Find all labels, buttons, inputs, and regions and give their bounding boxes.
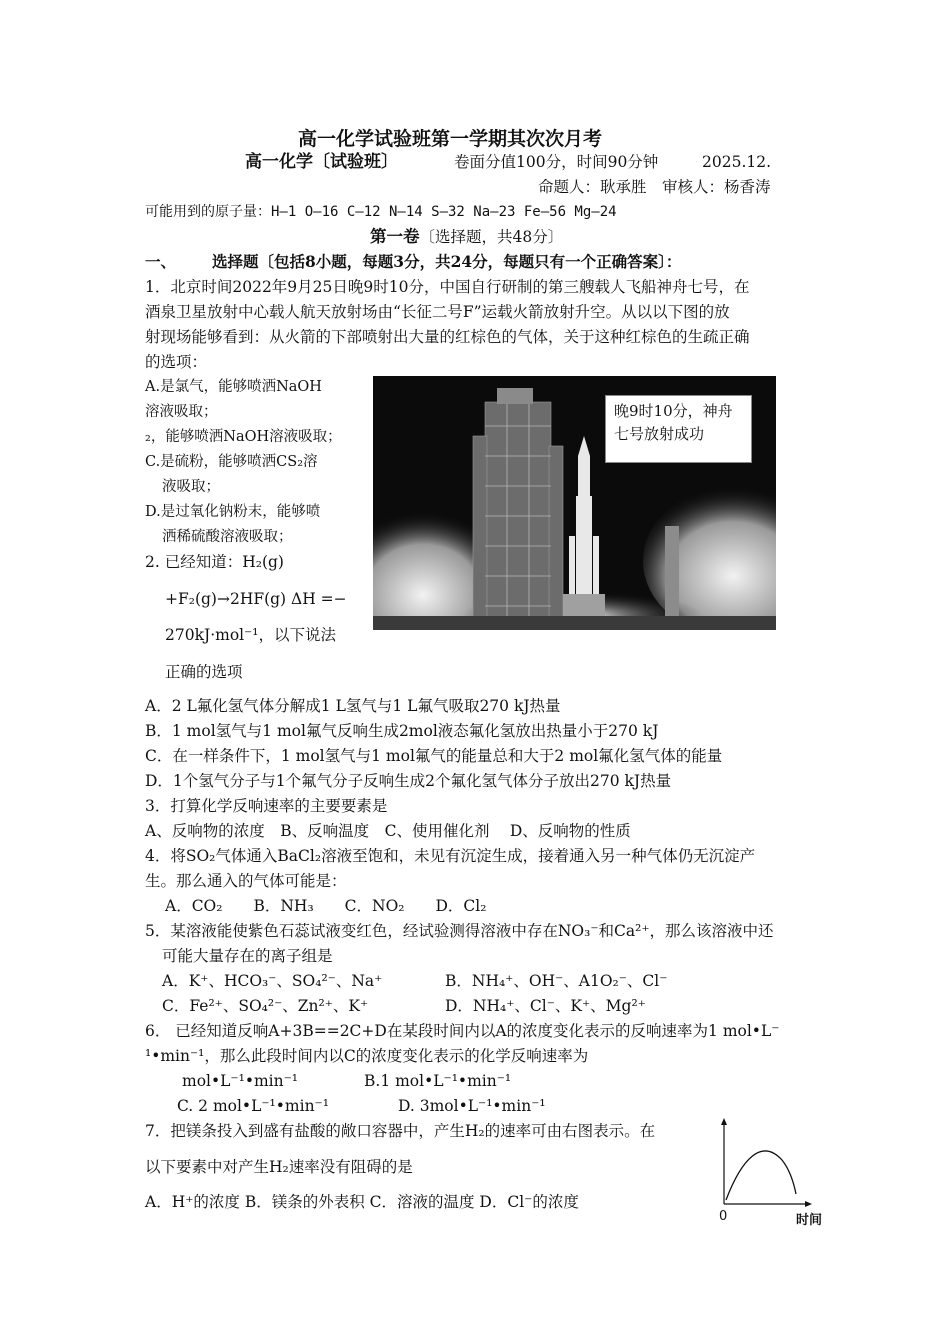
q1-option-b: ₂，能够喷洒NaOH溶液吸取； (145, 429, 342, 445)
volume-heading (370, 226, 563, 248)
volume-title: 第一卷 (370, 227, 420, 246)
graph-origin-label: 0 (719, 1209, 728, 1224)
q2-line3: 270kJ·mol⁻¹，以下说法 (165, 626, 336, 644)
part-number: 一、 (145, 252, 177, 271)
graph-x-arrow (805, 1201, 812, 1207)
q2-line2: +F₂(g)→2HF(g) ΔH =− (165, 590, 347, 608)
q1-option-c-cont: 液吸取； (162, 479, 220, 495)
q2-option-d: D．1个氢气分子与1个氟气分子反响生成2个氟化氢气体分子放出270 kJ热量 (145, 772, 672, 790)
q1-line4: 的选项： (145, 353, 208, 371)
q6-line1: 6． 已经知道反响A+3B==2C+D在某段时间内以A的浓度变化表示的反响速率为1 mol•L⁻ (145, 1022, 780, 1040)
q2-option-b: B．1 mol氢气与1 mol氟气反响生成2mol液态氟化氢放出热量小于270 kJ (145, 722, 659, 740)
photo-caption: 晚9时10分，神舟七号放射成功 (605, 395, 752, 463)
q1-option-d: D.是过氧化钠粉末，能够喷 (145, 504, 321, 520)
q7-line1: 7．把镁条投入到盛有盐酸的敞口容器中，产生H₂的速率可由右图表示。在 (145, 1122, 656, 1140)
q6-line2: ¹•min⁻¹，那么此段时间内以C的浓度变化表示的化学反响速率为 (145, 1047, 589, 1065)
q6-option-c: C. 2 mol•L⁻¹•min⁻¹ (177, 1097, 329, 1115)
q5-line2: 可能大量存在的离子组是 (162, 947, 333, 965)
atomic-mass: 可能用到的原子量：H—1 O—16 C—12 N—14 S—32 Na—23 Fe—56 Mg—24 (145, 204, 617, 220)
exam-date: 2025.12. (702, 153, 772, 171)
q2-line4: 正确的选项 (165, 663, 243, 681)
volume-note: 〔选择题，共48分〕 (419, 228, 564, 246)
q7-options: A．H⁺的浓度 B．镁条的外表积 C．溶液的温度 D．Cl⁻的浓度 (145, 1193, 579, 1211)
q1-option-d-cont: 洒稀硫酸溶液吸取； (162, 529, 293, 545)
authors: 命题人：耿承胜 审核人：杨香涛 (538, 178, 771, 196)
graph-x-label: 时间 (796, 1213, 823, 1228)
launch-photo (373, 376, 776, 630)
score-time: 卷面分值100分，时间90分钟 (454, 153, 659, 171)
rate-graph (712, 1118, 812, 1210)
q7-line2: 以下要素中对产生H₂速率没有阻碍的是 (145, 1158, 413, 1176)
graph-y-arrow (721, 1118, 727, 1125)
q3-options: A、反响物的浓度 B、反响温度 C、使用催化剂 D、反响物的性质 (145, 822, 631, 840)
q4-line2: 生。那么通入的气体可能是： (145, 872, 347, 890)
q5-option-c: C．Fe²⁺、SO₄²⁻、Zn²⁺、K⁺ (162, 997, 369, 1015)
q2-option-c: C．在一样条件下，1 mol氢气与1 mol氟气的能量总和大于2 mol氟化氢气体的能量 (145, 747, 723, 765)
q2-option-a: A．2 L氟化氢气体分解成1 L氢气与1 L氟气吸取270 kJ热量 (145, 697, 561, 715)
q1-line3: 射现场能够看到：从火箭的下部喷射出大量的红棕色的气体，关于这种红棕色的生疏正确 (145, 328, 750, 346)
q3-stem: 3．打算化学反响速率的主要要素是 (145, 797, 388, 815)
rate-curve (726, 1151, 796, 1200)
q6-option-a: mol•L⁻¹•min⁻¹ (182, 1072, 298, 1090)
q5-option-d: D．NH₄⁺、Cl⁻、K⁺、Mg²⁺ (445, 997, 646, 1015)
q1-line1: 1．北京时间2022年9月25日晚9时10分，中国自行研制的第三艘载人飞船神舟七号，在 (145, 278, 750, 296)
q5-option-b: B．NH₄⁺、OH⁻、A1O₂⁻、Cl⁻ (445, 972, 668, 990)
q4-options: A．CO₂ B．NH₃ C．NO₂ D．Cl₂ (165, 897, 487, 915)
q4-line1: 4．将SO₂气体通入BaCl₂溶液至饱和，未见有沉淀生成，接着通入另一种气体仍无沉淀产 (145, 847, 756, 865)
q5-line1: 5．某溶液能使紫色石蕊试液变红色，经试验测得溶液中存在NO₃⁻和Ca²⁺，那么该溶液中还 (145, 922, 774, 940)
q6-option-b: B.1 mol•L⁻¹•min⁻¹ (364, 1072, 512, 1090)
part-description: 选择题〔包括8小题，每题3分，共24分，每题只有一个正确答案〕： (212, 252, 682, 271)
q5-option-a: A．K⁺、HCO₃⁻、SO₄²⁻、Na⁺ (162, 972, 383, 990)
q6-option-d: D. 3mol•L⁻¹•min⁻¹ (398, 1097, 546, 1115)
q1-option-c: C.是硫粉，能够喷洒CS₂溶 (145, 454, 318, 470)
subject-label: 高一化学〔试验班〕 (245, 152, 398, 172)
q2-line1: 2. 已经知道：H₂(g) (145, 553, 284, 571)
page-title: 高一化学试验班第一学期其次次月考 (298, 128, 603, 150)
q1-option-a-cont: 溶液吸取； (145, 404, 218, 420)
q1-line2: 酒泉卫星放射中心载人航天放射场由“长征二号F”运载火箭放射升空。从以以下图的放 (145, 303, 730, 321)
q1-option-a: A.是氯气，能够喷洒NaOH (145, 379, 322, 395)
